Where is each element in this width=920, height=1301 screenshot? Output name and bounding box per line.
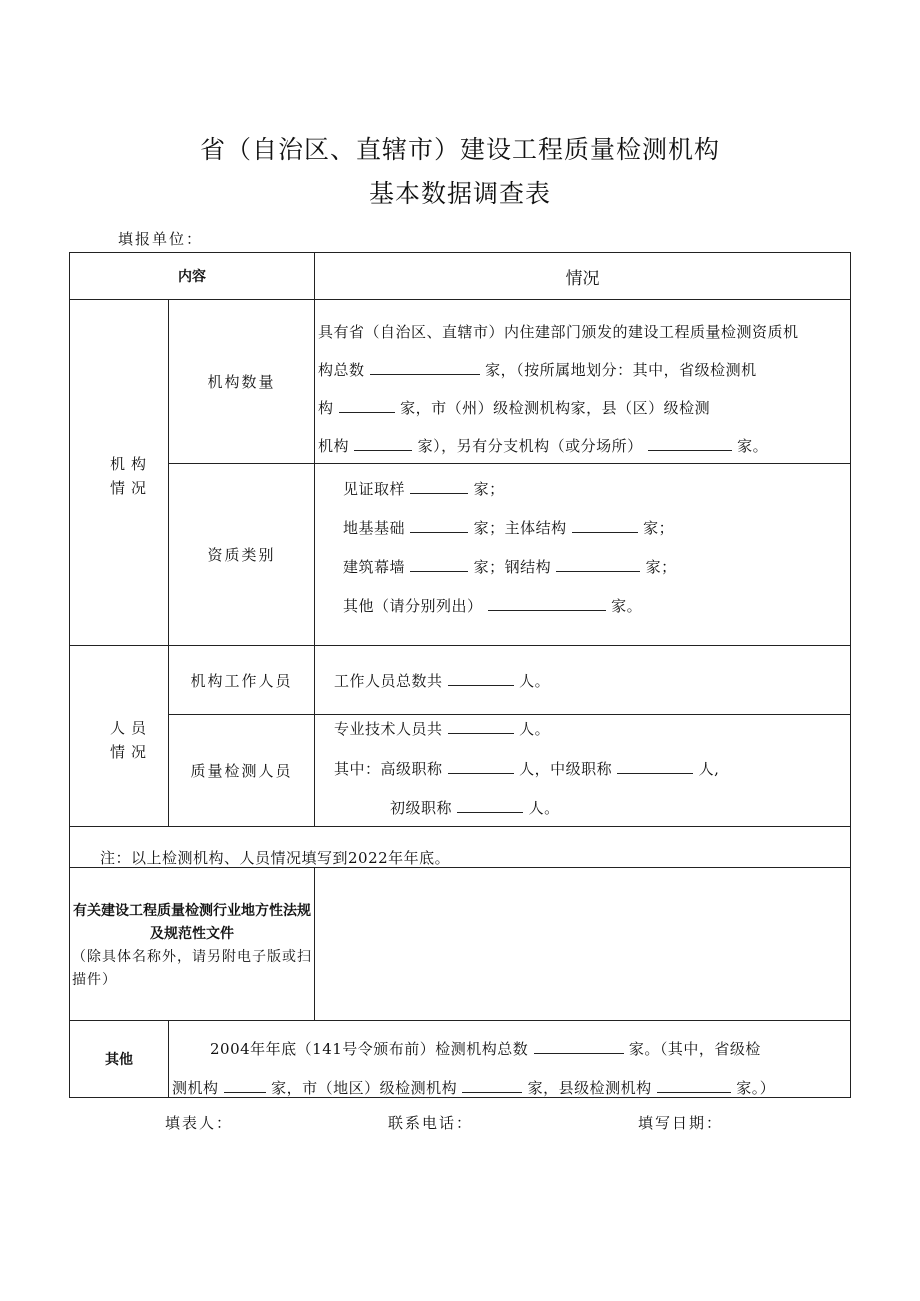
institution-group-label: 机构情况 [110,455,153,497]
qual-line-1: 见证取样 家； [343,480,505,498]
county-count-blank[interactable] [354,436,412,451]
qual-line-3: 建筑幕墙 家；钢结构 家； [343,558,677,576]
regulations-label: 有关建设工程质量检测行业地方性法规及规范性文件 （除具体名称外，请另附电子版或扫描件） [72,903,312,988]
intermediate-title-blank[interactable] [617,759,693,774]
inspectors-label: 质量检测人员 [190,762,293,780]
count-line-4: 机构 家），另有分支机构（或分场所） 家。 [318,437,769,455]
inspectors-line-3: 初级职称 人。 [390,799,560,817]
date-label: 填写日期： [638,1114,724,1132]
note-text: 注：以上检测机构、人员情况填写到2022年年底。 [100,849,451,867]
witness-sampling-blank[interactable] [410,479,468,494]
municipal-2004-blank[interactable] [462,1078,522,1093]
other-line-2: 测机构 家，市（地区）级检测机构 家，县级检测机构 家。） [172,1079,776,1097]
qual-line-4: 其他（请分别列出） 家。 [343,597,643,615]
curtain-wall-blank[interactable] [410,557,468,572]
other-label: 其他 [105,1052,133,1068]
technical-staff-blank[interactable] [448,719,514,734]
qualification-label: 资质类别 [207,546,276,564]
total-2004-blank[interactable] [534,1039,624,1054]
steel-structure-blank[interactable] [556,557,640,572]
inspectors-line-2: 其中：高级职称 人，中级职称 人, [334,760,720,778]
staff-value: 工作人员总数共 人。 [334,672,551,690]
branch-count-blank[interactable] [648,436,732,451]
foundation-blank[interactable] [410,518,468,533]
main-structure-blank[interactable] [572,518,638,533]
junior-title-blank[interactable] [457,798,523,813]
count-line-1: 具有省（自治区、直辖市）内住建部门颁发的建设工程质量检测资质机 [318,323,799,341]
total-staff-blank[interactable] [448,671,514,686]
form-title-line-2: 基本数据调查表 [368,179,551,208]
filled-by-label: 填表人： [165,1114,234,1132]
count-line-2: 构总数 家，（按所属地划分：其中，省级检测机 [318,361,757,379]
qual-line-2: 地基基础 家；主体结构 家； [343,519,675,537]
total-count-blank[interactable] [370,360,480,375]
inspectors-line-1: 专业技术人员共 人。 [334,720,551,738]
provincial-count-blank[interactable] [339,398,395,413]
filler-unit-label: 填报单位： [118,230,204,248]
provincial-2004-blank[interactable] [224,1078,266,1093]
regulations-value[interactable] [315,868,850,1020]
other-qualification-blank[interactable] [488,596,606,611]
form-title-line-1: 省（自治区、直辖市）建设工程质量检测机构 [199,135,720,164]
staff-label: 机构工作人员 [190,671,293,690]
county-2004-blank[interactable] [657,1078,731,1093]
other-line-1: 2004年年底（141号令颁布前）检测机构总数 家。（其中，省级检 [210,1040,761,1058]
header-status: 情况 [565,268,600,289]
personnel-group-label: 人员情况 [110,719,153,761]
header-content: 内容 [178,269,206,285]
phone-label: 联系电话： [388,1114,474,1132]
count-line-3: 构 家，市（州）级检测机构家，县（区）级检测 [318,399,711,417]
institution-count-label: 机构数量 [207,373,276,391]
senior-title-blank[interactable] [448,759,514,774]
